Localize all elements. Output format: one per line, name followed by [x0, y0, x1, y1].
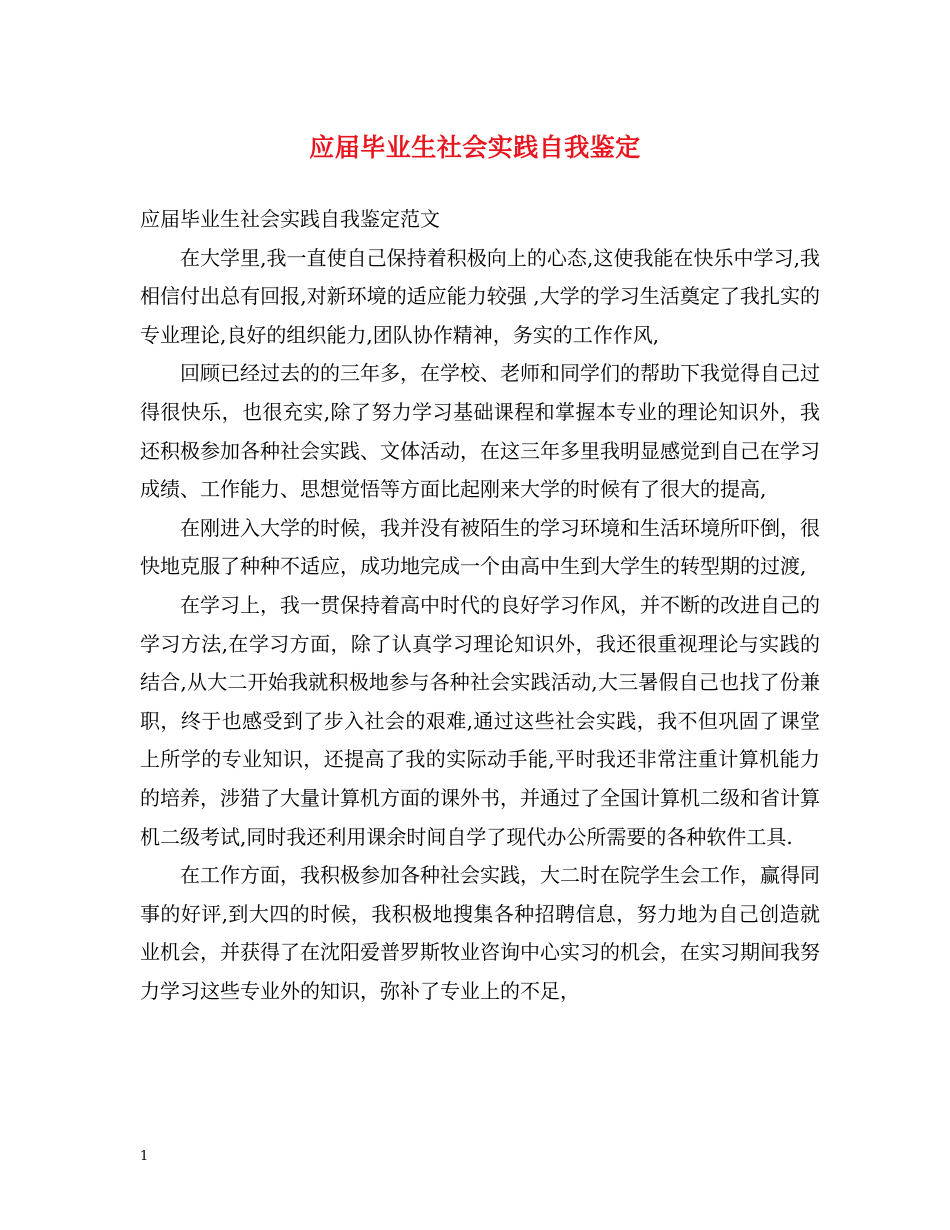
paragraph-3: 在刚进入大学的时候，我并没有被陌生的学习环境和生活环境所吓倒，很快地克服了种种不适应，成功地完成一个由高中生到大学生的转型期的过渡, — [140, 515, 820, 579]
paragraph-5: 在工作方面，我积极参加各种社会实践，大二时在院学生会工作，赢得同事的好评,到大四的时候，我积极地搜集各种招聘信息，努力地为自己创造就业机会，并获得了在沈阳爱普罗斯牧业咨询中心实习的机会，在实习期间我努力学习这些专业外的知识，弥补了专业上的不足， — [140, 863, 820, 1003]
document-title: 应届毕业生社会实践自我鉴定 — [309, 133, 641, 162]
document-subtitle: 应届毕业生社会实践自我鉴定范文 — [140, 207, 440, 231]
page-number: 1 — [140, 1149, 149, 1164]
document-body — [140, 200, 820, 1010]
paragraph-2: 回顾已经过去的的三年多，在学校、老师和同学们的帮助下我觉得自己过得很快乐，也很充实,除了努力学习基础课程和掌握本专业的理论知识外，我还积极参加各种社会实践、文体活动，在这三年多里我明显感觉到自己在学习成绩、工作能力、思想觉悟等方面比起刚来大学的时候有了很大的提高, — [140, 361, 820, 502]
paragraph-4: 在学习上，我一贯保持着高中时代的良好学习作风，并不断的改进自己的学习方法,在学习方面，除了认真学习理论知识外，我还很重视理论与实践的结合,从大二开始我就积极地参与各种社会实践活动,大三暑假自己也找了份兼职，终于也感受到了步入社会的艰难,通过这些社会实践，我不但巩固了课堂上所学的专业知识，还提高了我的实际动手能,平时我还非常注重计算机能力的培养，涉猎了大量计算机方面的课外书，并通过了全国计算机二级和省计算机二级考试,同时我还利用课余时间自学了现代办公所需要的各种软件工具. — [140, 592, 820, 849]
paragraph-1: 在大学里,我一直使自己保持着积极向上的心态,这使我能在快乐中学习,我相信付出总有回报,对新环境的适应能力较强 ,大学的学习生活奠定了我扎实的专业理论,良好的组织能力,团队协作精神，务实的工作作风, — [140, 245, 820, 347]
